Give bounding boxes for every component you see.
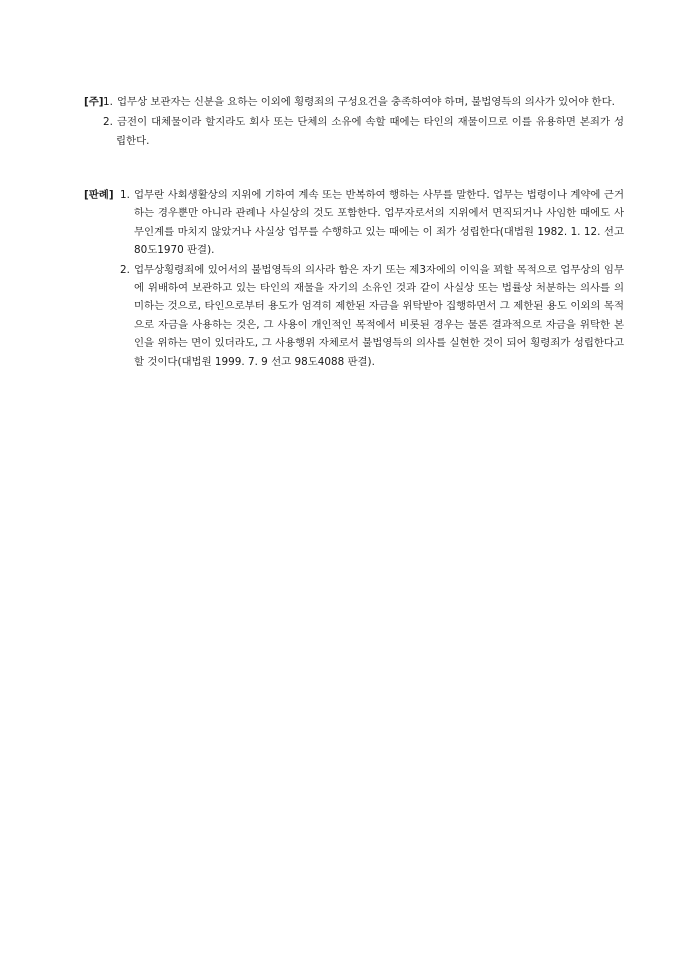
case-item-1 (84, 186, 624, 260)
case-item-1-number: 1. (120, 189, 130, 201)
note-item-1-number: 1. (103, 96, 113, 108)
note-item-1-text: 업무상 보관자는 신분을 요하는 이외에 횡령죄의 구성요건을 충족하여야 하며, 불법영득의 의사가 있어야 한다. (117, 96, 615, 108)
case-item-2-number: 2. (120, 263, 130, 276)
case-item-1-text: 업무란 사회생활상의 지위에 기하여 계속 또는 반복하여 행하는 사무를 말한다. 업무는 법령이나 계약에 근거하는 경우뿐만 아니라 관례나 사실상의 것도 포함한다. 업무자로서의 지위에서 면직되거나 사임한 때에도 사무인계를 마치지 않았거나 사실상 업무를 수행하고 있는 때에는 이 죄가 성립한다(대법원 1982. 1. 12. 선고 80도1970 판결). (134, 189, 624, 257)
note-label: [주] (84, 96, 104, 108)
case-law-label: [판례] (84, 189, 114, 201)
note-item-1 (84, 93, 624, 111)
note-section (84, 93, 624, 150)
note-item-2-number: 2. (103, 116, 113, 129)
case-law-section (84, 186, 624, 371)
case-item-2-text: 업무상횡령죄에 있어서의 불법영득의 의사라 함은 자기 또는 제3자에의 이익을 꾀할 목적으로 업무상의 임무에 위배하여 보관하고 있는 타인의 재물을 자기의 소유인 것과 같이 사실상 또는 법률상 처분하는 의사를 의미하는 것으로, 타인으로부터 용도가 엄격히 제한된 자금을 위탁받아 집행하면서 그 제한된 용도 이외의 목적으로 자금을 사용하는 것은, 그 사용이 개인적인 목적에서 비롯된 경우는 물론 결과적으로 자금을 위탁한 본인을 위하는 면이 있더라도, 그 사용행위 자체로서 불법영득의 의사를 실현한 것이 되어 횡령죄가 성립한다고 할 것이다(대법원 1999. 7. 9 선고 98도4088 판결). (134, 263, 624, 368)
case-item-2 (84, 261, 624, 371)
note-item-2-text: 금전이 대체물이라 할지라도 회사 또는 단체의 소유에 속할 때에는 타인의 재물이므로 이를 유용하면 본죄가 성립한다. (116, 116, 624, 147)
note-item-2 (84, 113, 624, 150)
